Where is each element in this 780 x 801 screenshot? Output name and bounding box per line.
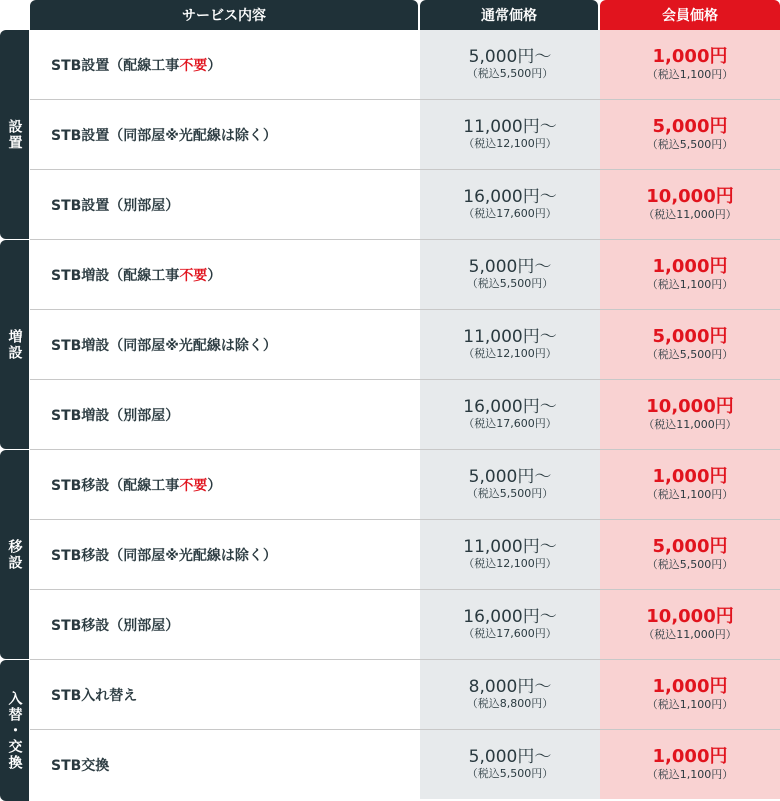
member-price-tax: （税込1,100円） xyxy=(646,697,734,711)
normal-price-cell xyxy=(420,380,600,449)
member-price-cell xyxy=(600,30,780,99)
member-price-cell xyxy=(600,450,780,519)
service-cell xyxy=(30,100,418,169)
normal-price: 5,000円〜 xyxy=(468,46,552,67)
service-highlight: 不要 xyxy=(179,57,208,74)
table-row xyxy=(30,30,780,100)
member-price-cell xyxy=(600,100,780,169)
header-service: サービス内容 xyxy=(30,0,418,30)
member-price: 1,000円 xyxy=(652,466,728,487)
service-cell xyxy=(30,170,418,239)
member-price-cell xyxy=(600,240,780,309)
table-row xyxy=(30,520,780,590)
service-suffix: ） xyxy=(207,57,222,74)
service-cell xyxy=(30,30,418,99)
service-cell xyxy=(30,380,418,449)
member-price: 5,000円 xyxy=(652,536,728,557)
category-label: 設置 xyxy=(6,118,23,151)
normal-price: 16,000円〜 xyxy=(463,186,557,207)
service-name: STB交換 xyxy=(51,757,110,774)
normal-price-cell xyxy=(420,590,600,659)
normal-price-tax: （税込17,600円） xyxy=(463,207,557,221)
member-price: 1,000円 xyxy=(652,256,728,277)
member-price: 5,000円 xyxy=(652,116,728,137)
service-name: STB設置（別部屋） xyxy=(51,197,180,214)
normal-price: 5,000円〜 xyxy=(468,466,552,487)
category-label: 入替・交換 xyxy=(6,690,23,771)
member-price: 10,000円 xyxy=(646,606,734,627)
category-install xyxy=(0,30,29,239)
member-price: 1,000円 xyxy=(652,46,728,67)
service-name: STB設置（配線工事 xyxy=(51,57,180,74)
table-row xyxy=(30,450,780,520)
normal-price: 11,000円〜 xyxy=(463,536,557,557)
table-row xyxy=(30,590,780,660)
service-highlight: 不要 xyxy=(179,477,208,494)
service-cell xyxy=(30,590,418,659)
member-price-cell xyxy=(600,380,780,449)
normal-price-tax: （税込8,800円） xyxy=(466,697,554,711)
normal-price: 11,000円〜 xyxy=(463,116,557,137)
member-price-tax: （税込11,000円） xyxy=(643,417,737,431)
normal-price-tax: （税込5,500円） xyxy=(466,767,554,781)
member-price-cell xyxy=(600,310,780,379)
member-price-cell xyxy=(600,730,780,799)
member-price-tax: （税込11,000円） xyxy=(643,207,737,221)
service-cell xyxy=(30,520,418,589)
member-price-tax: （税込5,500円） xyxy=(646,557,734,571)
member-price: 1,000円 xyxy=(652,746,728,767)
normal-price-cell xyxy=(420,660,600,729)
member-price: 5,000円 xyxy=(652,326,728,347)
member-price: 10,000円 xyxy=(646,186,734,207)
member-price-tax: （税込1,100円） xyxy=(646,277,734,291)
service-name: STB移設（別部屋） xyxy=(51,617,180,634)
normal-price: 11,000円〜 xyxy=(463,326,557,347)
service-cell xyxy=(30,240,418,309)
normal-price: 5,000円〜 xyxy=(468,746,552,767)
normal-price-tax: （税込5,500円） xyxy=(466,487,554,501)
category-label: 移設 xyxy=(6,538,23,571)
normal-price-cell xyxy=(420,240,600,309)
member-price-tax: （税込5,500円） xyxy=(646,137,734,151)
service-name: STB設置（同部屋※光配線は除く） xyxy=(51,127,277,144)
member-price-cell xyxy=(600,170,780,239)
service-highlight: 不要 xyxy=(179,267,208,284)
table-row xyxy=(30,100,780,170)
category-add xyxy=(0,240,29,449)
normal-price-tax: （税込17,600円） xyxy=(463,627,557,641)
service-suffix: ） xyxy=(207,267,222,284)
table-row xyxy=(30,240,780,310)
service-name: STB移設（配線工事 xyxy=(51,477,180,494)
table-row xyxy=(30,170,780,240)
category-move xyxy=(0,450,29,659)
service-cell xyxy=(30,730,418,799)
member-price-cell xyxy=(600,520,780,589)
member-price-tax: （税込5,500円） xyxy=(646,347,734,361)
table-row xyxy=(30,310,780,380)
normal-price: 16,000円〜 xyxy=(463,606,557,627)
member-price: 1,000円 xyxy=(652,676,728,697)
category-label: 増設 xyxy=(6,328,23,361)
normal-price-tax: （税込12,100円） xyxy=(463,137,557,151)
header-normal-price: 通常価格 xyxy=(420,0,598,30)
service-name: STB増設（同部屋※光配線は除く） xyxy=(51,337,277,354)
service-name: STB増設（配線工事 xyxy=(51,267,180,284)
member-price-cell xyxy=(600,590,780,659)
normal-price-cell xyxy=(420,730,600,799)
normal-price-cell xyxy=(420,170,600,239)
normal-price-tax: （税込17,600円） xyxy=(463,417,557,431)
normal-price-tax: （税込5,500円） xyxy=(466,67,554,81)
normal-price-tax: （税込12,100円） xyxy=(463,557,557,571)
service-suffix: ） xyxy=(207,477,222,494)
member-price-tax: （税込1,100円） xyxy=(646,487,734,501)
normal-price-cell xyxy=(420,30,600,99)
service-cell xyxy=(30,660,418,729)
service-cell xyxy=(30,310,418,379)
member-price-cell xyxy=(600,660,780,729)
header-member-price: 会員価格 xyxy=(600,0,780,30)
normal-price: 16,000円〜 xyxy=(463,396,557,417)
normal-price: 5,000円〜 xyxy=(468,256,552,277)
table-row xyxy=(30,730,780,799)
normal-price-cell xyxy=(420,450,600,519)
service-name: STB増設（別部屋） xyxy=(51,407,180,424)
member-price-tax: （税込11,000円） xyxy=(643,627,737,641)
normal-price: 8,000円〜 xyxy=(468,676,552,697)
table-row xyxy=(30,660,780,730)
member-price-tax: （税込1,100円） xyxy=(646,767,734,781)
normal-price-tax: （税込12,100円） xyxy=(463,347,557,361)
member-price: 10,000円 xyxy=(646,396,734,417)
normal-price-cell xyxy=(420,100,600,169)
normal-price-cell xyxy=(420,520,600,589)
table-row xyxy=(30,380,780,450)
service-name: STB入れ替え xyxy=(51,687,138,704)
normal-price-tax: （税込5,500円） xyxy=(466,277,554,291)
member-price-tax: （税込1,100円） xyxy=(646,67,734,81)
service-name: STB移設（同部屋※光配線は除く） xyxy=(51,547,277,564)
category-replace xyxy=(0,660,29,801)
service-cell xyxy=(30,450,418,519)
normal-price-cell xyxy=(420,310,600,379)
